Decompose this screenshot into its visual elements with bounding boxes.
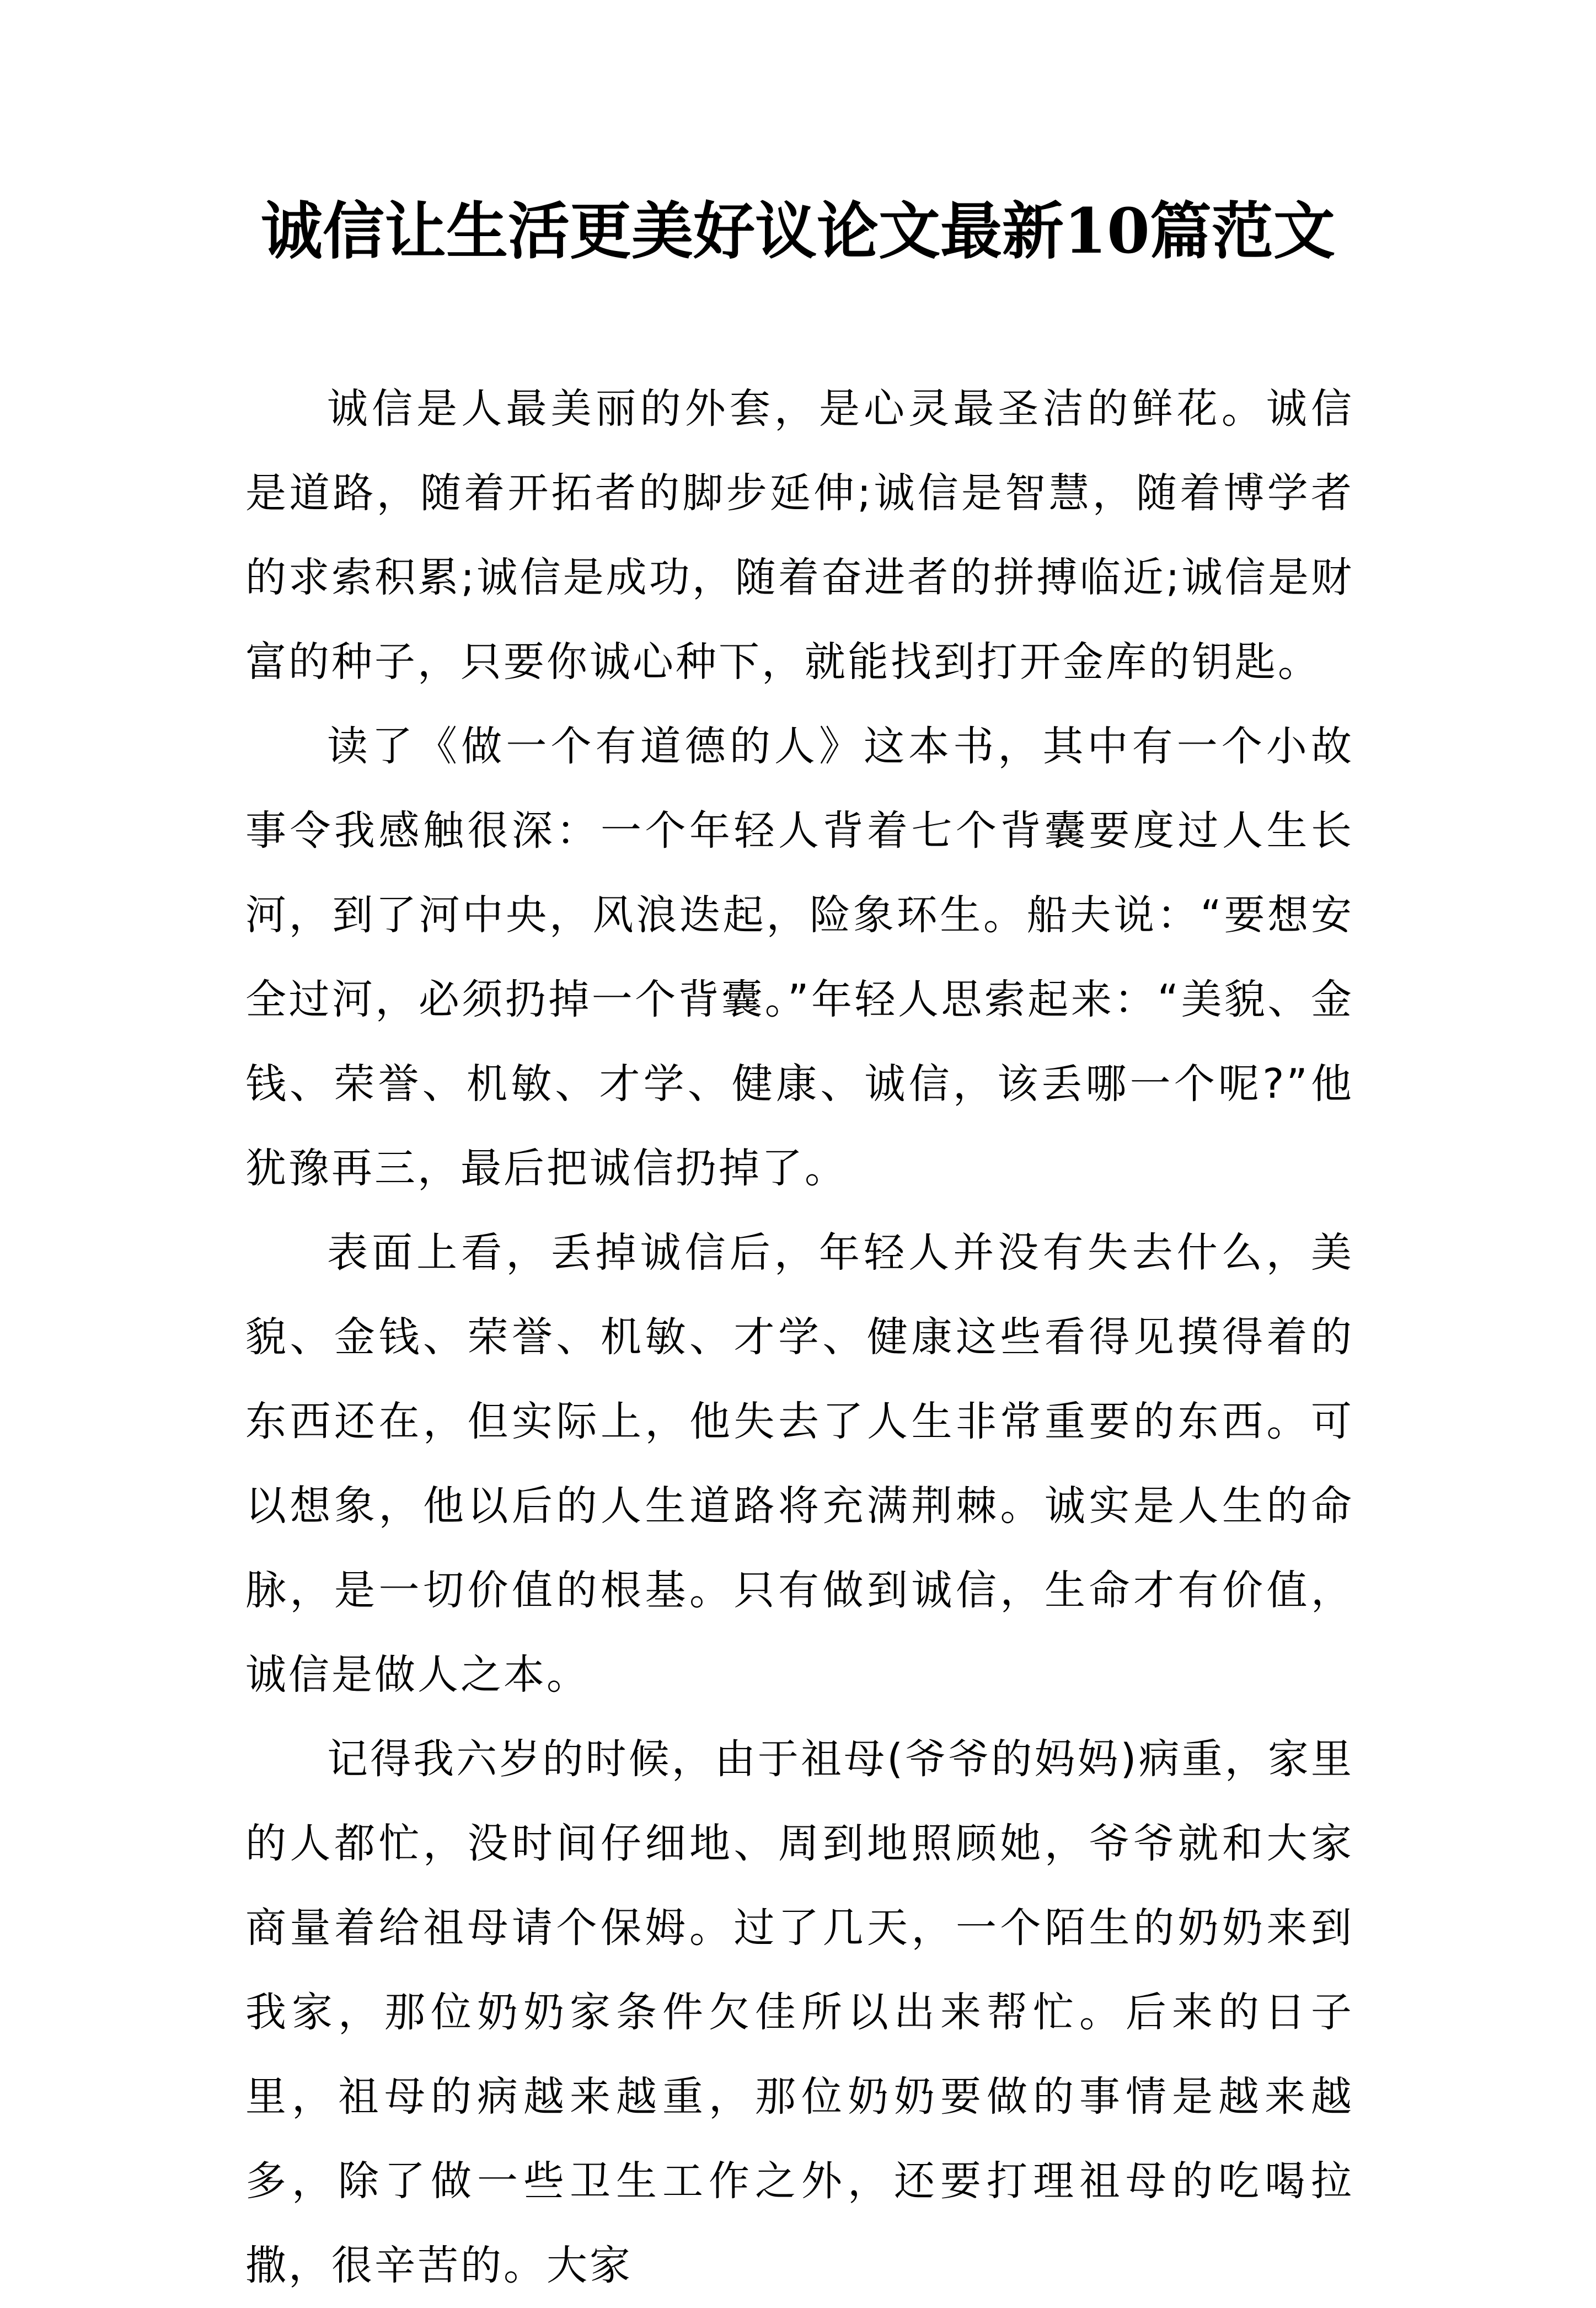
paragraph: 读了《做一个有道德的人》这本书，其中有一个小故事令我感触很深：一个年轻人背着七个背囊要度过人生长河，到了河中央，风浪迭起，险象环生。船夫说：“要想安全过河，必须扔掉一个背囊。”年轻人思索起来：“美貌、金钱、荣誉、机敏、才学、健康、诚信，该丢哪一个呢?”他犹豫再三，最后把诚信扔掉了。 (245, 723, 1354, 1192)
document-title: 诚信让生活更美好议论文最新10篇范文 (261, 195, 1335, 268)
document-body (245, 367, 1354, 2308)
paragraph: 表面上看，丢掉诚信后，年轻人并没有失去什么，美貌、金钱、荣誉、机敏、才学、健康这些看得见摸得着的东西还在，但实际上，他失去了人生非常重要的东西。可以想象，他以后的人生道路将充满荆棘。诚实是人生的命脉，是一切价值的根基。只有做到诚信，生命才有价值，诚信是做人之本。 (245, 1229, 1354, 1698)
paragraph: 诚信是人最美丽的外套，是心灵最圣洁的鲜花。诚信是道路，随着开拓者的脚步延伸;诚信是智慧，随着博学者的求索积累;诚信是成功，随着奋进者的拼搏临近;诚信是财富的种子，只要你诚心种下，就能找到打开金库的钥匙。 (245, 385, 1354, 686)
paragraph: 记得我六岁的时候，由于祖母(爷爷的妈妈)病重，家里的人都忙，没时间仔细地、周到地照顾她，爷爷就和大家商量着给祖母请个保姆。过了几天，一个陌生的奶奶来到我家，那位奶奶家条件欠佳所以出来帮忙。后来的日子里，祖母的病越来越重，那位奶奶要做的事情是越来越多，除了做一些卫生工作之外，还要打理祖母的吃喝拉撒，很辛苦的。大家 (245, 1735, 1354, 2289)
